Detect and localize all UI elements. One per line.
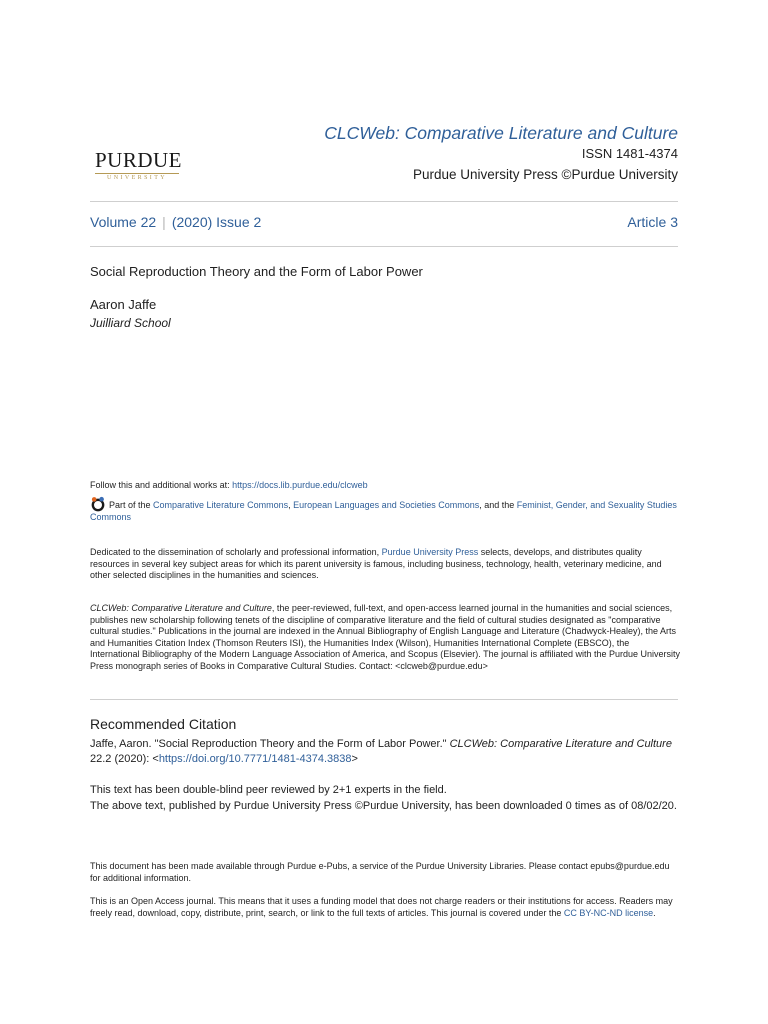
part-of-sep-1: , — [288, 500, 294, 510]
article-link[interactable]: Article 3 — [627, 214, 678, 230]
citation-journal-name: CLCWeb: Comparative Literature and Culture — [449, 738, 672, 750]
citation-text-2: 22.2 (2020): < — [90, 753, 159, 765]
logo-subtitle: UNIVERSITY — [95, 173, 179, 181]
journal-title-link[interactable]: CLCWeb: Comparative Literature and Culture — [324, 123, 678, 143]
commons-network-icon — [90, 496, 106, 512]
description-journal-name: CLCWeb: Comparative Literature and Culture — [90, 603, 272, 613]
recommended-citation — [90, 737, 678, 767]
open-access-note — [90, 896, 680, 919]
european-languages-commons-link[interactable]: European Languages and Societies Commons — [293, 500, 480, 510]
comparative-literature-commons-link[interactable]: Comparative Literature Commons — [153, 500, 289, 510]
purdue-press-link[interactable]: Purdue University Press — [381, 547, 479, 557]
follow-prefix: Follow this and additional works at: — [90, 480, 233, 490]
dedication-suffix: selects, develops, and distributes quality resources in several key subject areas for which its parent university is famous, including business, technology, health, veterinary medicine, and other selected disciplines in the humanities and sciences. — [90, 547, 662, 580]
open-access-end: . — [653, 907, 656, 918]
availability-note: This document has been made available through Purdue e-Pubs, a service of the Purdue University Libraries. Please contact epubs@purdue.edu for additional information. — [90, 861, 670, 883]
follow-line — [90, 480, 678, 492]
issue-link[interactable]: (2020) Issue 2 — [171, 214, 262, 230]
publisher-line: Purdue University Press ©Purdue University — [412, 167, 678, 182]
article-title: Social Reproduction Theory and the Form of Labor Power — [90, 264, 423, 279]
author-name: Aaron Jaffe — [90, 297, 157, 312]
journal-description — [90, 603, 680, 672]
dedication-prefix: Dedicated to the dissemination of scholarly and professional information, — [90, 547, 382, 557]
issn: ISSN 1481-4374 — [581, 146, 678, 161]
peer-review-line: This text has been double-blind peer reviewed by 2+1 experts in the field. — [90, 784, 447, 796]
purdue-logo — [95, 150, 181, 181]
press-dedication — [90, 547, 680, 582]
volume-link[interactable]: Volume 22 — [90, 214, 157, 230]
issue-divider — [90, 246, 678, 247]
citation-text-3: > — [351, 753, 358, 765]
part-of-commons — [90, 496, 678, 524]
citation-text-1: Jaffe, Aaron. "Social Reproduction Theory and the Form of Labor Power." — [90, 738, 450, 750]
part-of-prefix: Part of the — [109, 500, 154, 510]
issue-row — [90, 214, 678, 230]
part-of-sep-2: , and the — [479, 500, 517, 510]
cc-license-link[interactable]: CC BY-NC-ND license — [563, 907, 654, 918]
follow-url-link[interactable]: https://docs.lib.purdue.edu/clcweb — [232, 480, 368, 490]
description-end: > — [482, 660, 488, 671]
download-count-line: The above text, published by Purdue University Press ©Purdue University, has been downloaded 0 times as of 08/02/20. — [90, 800, 677, 812]
description-text: , the peer-reviewed, full-text, and open-access learned journal in the humanities and social sciences, publishes new scholarship following tenets of the discipline of comparative literature and the field of cultural studies designated as "comparative cultural studies." Publications in the journal are indexed in the Annual Bibliography of English Language and Literature (Chadwyck-Healey), the Arts and Humanities Citation Index (Thomson Reuters ISI), the Humanities Index (Wilson), Humanities International Complete (EBSCO), the International Bibliography of the Modern Language Association of America, and Scopus (Elsevier). The journal is affiliated with the Purdue University Press monograph series of Books in Comparative Cultural Studies. Contact: < — [90, 603, 681, 671]
citation-divider — [90, 699, 678, 700]
open-access-text: This is an Open Access journal. This means that it uses a funding model that does not charge readers or their institutions for access. Readers may freely read, download, copy, distribute, print, search, or link to the full texts of articles. This journal is covered under the — [90, 896, 673, 918]
logo-wordmark: PURDUE — [95, 148, 183, 172]
contact-email: clcweb@purdue.edu — [400, 660, 483, 671]
recommended-citation-heading: Recommended Citation — [90, 716, 237, 732]
review-note — [90, 782, 680, 814]
author-affiliation: Juilliard School — [90, 316, 171, 330]
feminist-gender-commons-link[interactable]: Feminist, Gender, and Sexuality Studies Commons — [90, 500, 677, 522]
header-divider — [90, 201, 678, 202]
issue-separator: | — [162, 214, 166, 230]
doi-link[interactable]: https://doi.org/10.7771/1481-4374.3838 — [158, 753, 352, 765]
